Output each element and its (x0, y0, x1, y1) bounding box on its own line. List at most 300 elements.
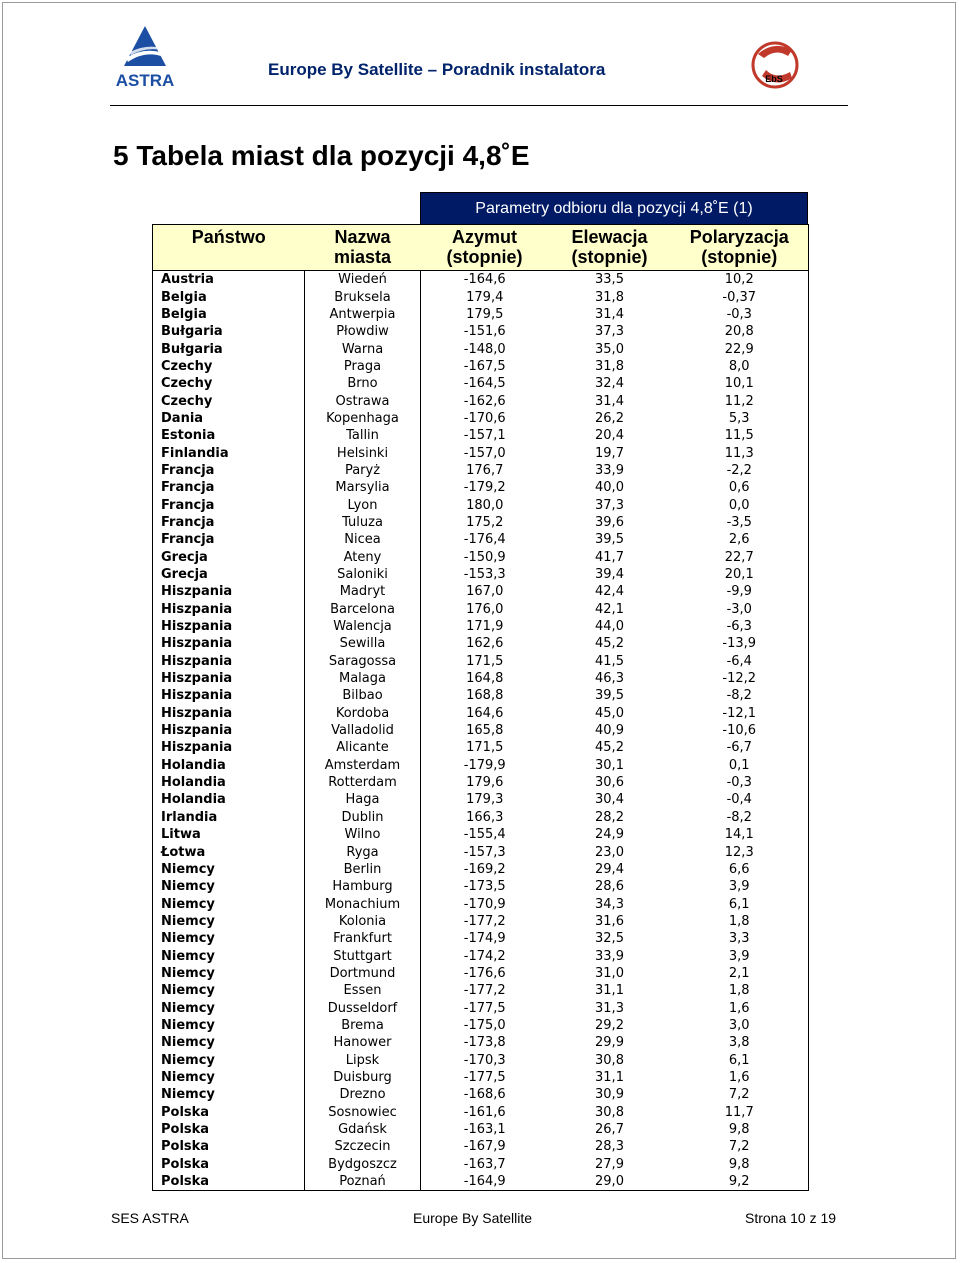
azimuth-cell: -174,9 (463, 931, 506, 947)
elevation-cell: 31,8 (595, 358, 624, 374)
country-cell: Polska (153, 1121, 305, 1138)
elevation-cell: 30,8 (595, 1104, 624, 1120)
city-cell: Ateny (305, 549, 421, 566)
country-cell: Hiszpania (153, 670, 305, 687)
table-row (153, 653, 809, 670)
elevation-cell: 31,1 (595, 1069, 624, 1085)
polarization-cell: -3,5 (671, 514, 809, 531)
city-cell: Ryga (305, 843, 421, 860)
table-row (153, 826, 809, 843)
city-cell: Saragossa (305, 653, 421, 670)
elevation-cell: 30,4 (595, 792, 624, 808)
polarization-cell: 22,9 (671, 340, 809, 357)
polarization-cell: -13,9 (671, 635, 809, 652)
elevation-cell: 27,9 (595, 1156, 624, 1172)
table-row (153, 1051, 809, 1068)
azimuth-cell: -148,0 (463, 341, 506, 357)
table-row (153, 791, 809, 808)
polarization-cell: 11,3 (671, 444, 809, 461)
elevation-cell: 40,9 (595, 723, 624, 739)
country-cell: Polska (153, 1173, 305, 1191)
azimuth-cell: 171,9 (466, 619, 504, 635)
country-cell: Niemcy (153, 861, 305, 878)
city-cell: Alicante (305, 739, 421, 756)
city-cell: Bydgoszcz (305, 1156, 421, 1173)
polarization-cell: -2,2 (671, 462, 809, 479)
table-row (153, 1121, 809, 1138)
city-cell: Amsterdam (305, 757, 421, 774)
azimuth-cell: -177,2 (463, 913, 506, 929)
city-cell: Haga (305, 791, 421, 808)
polarization-cell: 9,2 (671, 1173, 809, 1191)
elevation-cell: 31,3 (595, 1000, 624, 1016)
table-row (153, 410, 809, 427)
elevation-cell: 42,1 (595, 601, 624, 617)
elevation-cell: 40,0 (595, 480, 624, 496)
azimuth-cell: -173,8 (463, 1035, 506, 1051)
table-row (153, 965, 809, 982)
city-cell: Antwerpia (305, 306, 421, 323)
city-cell: Gdańsk (305, 1121, 421, 1138)
elevation-cell: 31,8 (595, 289, 624, 305)
elevation-cell: 23,0 (595, 844, 624, 860)
azimuth-cell: 165,8 (466, 723, 504, 739)
city-cell: Kopenhaga (305, 410, 421, 427)
polarization-cell: 0,0 (671, 496, 809, 513)
table-row (153, 1017, 809, 1034)
table-row (153, 1086, 809, 1103)
polarization-cell: -0,37 (671, 288, 809, 305)
column-header-polarization: Polaryzacja (stopnie) (671, 225, 809, 271)
azimuth-cell: -167,9 (463, 1139, 506, 1155)
country-cell: Niemcy (153, 1086, 305, 1103)
country-cell: Polska (153, 1104, 305, 1121)
azimuth-cell: -163,1 (463, 1122, 506, 1138)
table-row (153, 861, 809, 878)
country-cell: Bułgaria (153, 340, 305, 357)
polarization-cell: -9,9 (671, 583, 809, 600)
city-cell: Płowdiw (305, 323, 421, 340)
city-cell: Brno (305, 375, 421, 392)
azimuth-cell: -177,5 (463, 1069, 506, 1085)
table-row (153, 566, 809, 583)
polarization-cell: 3,9 (671, 947, 809, 964)
city-cell: Szczecin (305, 1138, 421, 1155)
elevation-cell: 41,5 (595, 653, 624, 669)
elevation-cell: 35,0 (595, 341, 624, 357)
column-header-azimuth: Azymut (stopnie) (421, 225, 549, 271)
elevation-cell: 46,3 (595, 671, 624, 687)
elevation-cell: 29,2 (595, 1017, 624, 1033)
table-row (153, 375, 809, 392)
country-cell: Hiszpania (153, 635, 305, 652)
elevation-cell: 33,9 (595, 462, 624, 478)
country-cell: Bułgaria (153, 323, 305, 340)
country-cell: Czechy (153, 375, 305, 392)
elevation-cell: 39,4 (595, 567, 624, 583)
country-cell: Estonia (153, 427, 305, 444)
azimuth-cell: -173,5 (463, 879, 506, 895)
city-cell: Bruksela (305, 288, 421, 305)
polarization-cell: 11,7 (671, 1104, 809, 1121)
country-cell: Niemcy (153, 878, 305, 895)
country-cell: Finlandia (153, 444, 305, 461)
table-row (153, 895, 809, 912)
elevation-cell: 33,9 (595, 948, 624, 964)
country-cell: Niemcy (153, 1069, 305, 1086)
polarization-cell: 7,2 (671, 1138, 809, 1155)
city-cell: Essen (305, 982, 421, 999)
country-cell: Irlandia (153, 809, 305, 826)
polarization-cell: -10,6 (671, 722, 809, 739)
table-row (153, 271, 809, 289)
azimuth-cell: -167,5 (463, 358, 506, 374)
polarization-cell: -0,4 (671, 791, 809, 808)
country-cell: Niemcy (153, 1051, 305, 1068)
table-row (153, 687, 809, 704)
column-header-elevation: Elewacja (stopnie) (549, 225, 671, 271)
elevation-cell: 37,3 (595, 324, 624, 340)
polarization-cell: 5,3 (671, 410, 809, 427)
city-cell: Sosnowiec (305, 1104, 421, 1121)
elevation-cell: 31,4 (595, 306, 624, 322)
polarization-cell: 2,6 (671, 531, 809, 548)
polarization-cell: 1,8 (671, 913, 809, 930)
table-row (153, 739, 809, 756)
city-cell: Frankfurt (305, 930, 421, 947)
polarization-cell: 12,3 (671, 843, 809, 860)
polarization-cell: -0,3 (671, 306, 809, 323)
table-row (153, 358, 809, 375)
azimuth-cell: -169,2 (463, 861, 506, 877)
city-cell: Valladolid (305, 722, 421, 739)
city-cell: Bilbao (305, 687, 421, 704)
country-cell: Hiszpania (153, 583, 305, 600)
polarization-cell: -6,7 (671, 739, 809, 756)
polarization-cell: 6,1 (671, 1051, 809, 1068)
country-cell: Niemcy (153, 982, 305, 999)
footer-page-number: Strona 10 z 19 (745, 1210, 837, 1226)
azimuth-cell: -157,1 (463, 428, 506, 444)
polarization-cell: 1,6 (671, 1069, 809, 1086)
azimuth-cell: -163,7 (463, 1156, 506, 1172)
azimuth-cell: 166,3 (466, 809, 504, 825)
table-row (153, 1069, 809, 1086)
azimuth-cell: -177,5 (463, 1000, 506, 1016)
elevation-cell: 20,4 (595, 428, 624, 444)
azimuth-cell: -164,6 (463, 272, 506, 288)
elevation-cell: 29,0 (549, 1173, 671, 1191)
city-cell: Barcelona (305, 601, 421, 618)
section-title: 5 Tabela miast dla pozycji 4,8˚E (113, 140, 530, 171)
elevation-cell: 45,0 (595, 705, 624, 721)
city-cell: Monachium (305, 895, 421, 912)
azimuth-cell: -176,4 (463, 532, 506, 548)
azimuth-cell: 168,8 (466, 688, 504, 704)
table-row (153, 514, 809, 531)
country-cell: Francja (153, 514, 305, 531)
country-cell: Niemcy (153, 913, 305, 930)
table-row (153, 930, 809, 947)
polarization-cell: 11,2 (671, 392, 809, 409)
city-cell: Kordoba (305, 705, 421, 722)
city-cell: Drezno (305, 1086, 421, 1103)
country-cell: Belgia (153, 306, 305, 323)
polarization-cell: -6,3 (671, 618, 809, 635)
footer-left: SES ASTRA (111, 1210, 189, 1226)
table-header-row (153, 225, 809, 271)
country-cell: Hiszpania (153, 705, 305, 722)
azimuth-cell: 164,8 (466, 671, 504, 687)
city-cell: Stuttgart (305, 947, 421, 964)
elevation-cell: 28,2 (595, 809, 624, 825)
polarization-cell: 2,1 (671, 965, 809, 982)
polarization-cell: 0,6 (671, 479, 809, 496)
country-cell: Czechy (153, 392, 305, 409)
table-row (153, 427, 809, 444)
country-cell: Holandia (153, 757, 305, 774)
city-cell: Wiedeń (305, 271, 421, 289)
polarization-cell: 3,0 (671, 1017, 809, 1034)
azimuth-cell: -174,2 (463, 948, 506, 964)
elevation-cell: 28,6 (595, 879, 624, 895)
country-cell: Niemcy (153, 930, 305, 947)
table-row (153, 999, 809, 1016)
table-row (153, 618, 809, 635)
country-cell: Francja (153, 462, 305, 479)
column-header-city: Nazwa miasta (305, 225, 421, 271)
azimuth-cell: -177,2 (463, 983, 506, 999)
elevation-cell: 31,0 (595, 965, 624, 981)
elevation-cell: 37,3 (595, 497, 624, 513)
polarization-cell: -6,4 (671, 653, 809, 670)
elevation-cell: 26,7 (595, 1122, 624, 1138)
table-row (153, 392, 809, 409)
country-cell: Austria (153, 271, 305, 289)
azimuth-cell: 164,6 (466, 705, 504, 721)
table-row (153, 531, 809, 548)
city-cell: Tuluza (305, 514, 421, 531)
city-cell: Nicea (305, 531, 421, 548)
polarization-cell: 1,8 (671, 982, 809, 999)
city-table-container (152, 192, 808, 1191)
table-row (153, 774, 809, 791)
column-header-country: Państwo (153, 225, 305, 271)
city-cell: Berlin (305, 861, 421, 878)
country-cell: Niemcy (153, 1017, 305, 1034)
azimuth-cell: 179,5 (466, 306, 504, 322)
country-cell: Hiszpania (153, 739, 305, 756)
polarization-cell: 20,1 (671, 566, 809, 583)
elevation-cell: 45,2 (595, 740, 624, 756)
country-cell: Niemcy (153, 947, 305, 964)
footer-center: Europe By Satellite (413, 1210, 533, 1226)
azimuth-cell: -179,2 (463, 480, 506, 496)
country-cell: Grecja (153, 566, 305, 583)
city-cell: Marsylia (305, 479, 421, 496)
country-cell: Łotwa (153, 843, 305, 860)
city-cell: Brema (305, 1017, 421, 1034)
elevation-cell: 30,9 (595, 1087, 624, 1103)
city-cell: Dusseldorf (305, 999, 421, 1016)
polarization-cell: 3,8 (671, 1034, 809, 1051)
country-cell: Czechy (153, 358, 305, 375)
azimuth-cell: -153,3 (463, 567, 506, 583)
country-cell: Hiszpania (153, 601, 305, 618)
city-cell: Warna (305, 340, 421, 357)
city-cell: Tallin (305, 427, 421, 444)
table-row (153, 1034, 809, 1051)
polarization-cell: -0,3 (671, 774, 809, 791)
country-cell: Polska (153, 1156, 305, 1173)
elevation-cell: 32,5 (595, 931, 624, 947)
elevation-cell: 26,2 (595, 410, 624, 426)
polarization-cell: 6,6 (671, 861, 809, 878)
azimuth-cell: -179,9 (463, 757, 506, 773)
azimuth-cell: 167,0 (466, 584, 504, 600)
city-cell: Paryż (305, 462, 421, 479)
city-cell: Walencja (305, 618, 421, 635)
city-cell: Hamburg (305, 878, 421, 895)
city-cell: Poznań (305, 1173, 421, 1191)
elevation-cell: 33,5 (595, 272, 624, 288)
polarization-cell: 1,6 (671, 999, 809, 1016)
azimuth-cell: -170,3 (463, 1052, 506, 1068)
azimuth-cell: 175,2 (466, 514, 504, 530)
table-row (153, 1156, 809, 1173)
polarization-cell: -12,1 (671, 705, 809, 722)
polarization-cell: 0,1 (671, 757, 809, 774)
elevation-cell: 29,4 (595, 861, 624, 877)
table-row (153, 306, 809, 323)
country-cell: Niemcy (153, 1034, 305, 1051)
city-table (152, 224, 809, 1191)
city-cell: Duisburg (305, 1069, 421, 1086)
header-divider (110, 105, 848, 106)
azimuth-cell: -170,6 (463, 410, 506, 426)
table-row (153, 462, 809, 479)
elevation-cell: 19,7 (595, 445, 624, 461)
azimuth-cell: -164,9 (421, 1173, 549, 1191)
polarization-cell: 22,7 (671, 549, 809, 566)
country-cell: Francja (153, 479, 305, 496)
city-cell: Wilno (305, 826, 421, 843)
country-cell: Hiszpania (153, 653, 305, 670)
azimuth-cell: 176,0 (466, 601, 504, 617)
elevation-cell: 39,5 (595, 688, 624, 704)
table-row (153, 340, 809, 357)
elevation-cell: 32,4 (595, 376, 624, 392)
city-cell: Malaga (305, 670, 421, 687)
polarization-cell: 7,2 (671, 1086, 809, 1103)
polarization-cell: -12,2 (671, 670, 809, 687)
city-cell: Saloniki (305, 566, 421, 583)
ebs-logo (748, 36, 804, 94)
elevation-cell: 45,2 (595, 636, 624, 652)
azimuth-cell: -155,4 (463, 827, 506, 843)
polarization-cell: -8,2 (671, 687, 809, 704)
azimuth-cell: 180,0 (466, 497, 504, 513)
table-row (153, 809, 809, 826)
polarization-cell: -8,2 (671, 809, 809, 826)
country-cell: Hiszpania (153, 687, 305, 704)
table-row (153, 878, 809, 895)
azimuth-cell: -157,3 (463, 844, 506, 860)
azimuth-cell: 162,6 (466, 636, 504, 652)
polarization-cell: 3,3 (671, 930, 809, 947)
country-cell: Hiszpania (153, 618, 305, 635)
polarization-cell: -3,0 (671, 601, 809, 618)
elevation-cell: 44,0 (595, 619, 624, 635)
table-row (153, 479, 809, 496)
country-cell: Niemcy (153, 895, 305, 912)
azimuth-cell: -161,6 (463, 1104, 506, 1120)
table-row (153, 635, 809, 652)
elevation-cell: 29,9 (595, 1035, 624, 1051)
polarization-cell: 8,0 (671, 358, 809, 375)
polarization-cell: 10,2 (671, 271, 809, 289)
table-row (153, 496, 809, 513)
table-row (153, 323, 809, 340)
polarization-cell: 14,1 (671, 826, 809, 843)
elevation-cell: 42,4 (595, 584, 624, 600)
country-cell: Dania (153, 410, 305, 427)
table-row (153, 843, 809, 860)
table-row (153, 601, 809, 618)
elevation-cell: 24,9 (595, 827, 624, 843)
polarization-cell: 3,9 (671, 878, 809, 895)
table-row (153, 913, 809, 930)
polarization-cell: 10,1 (671, 375, 809, 392)
city-cell: Ostrawa (305, 392, 421, 409)
table-row (153, 288, 809, 305)
table-row (153, 757, 809, 774)
azimuth-cell: -150,9 (463, 549, 506, 565)
table-row (153, 1173, 809, 1191)
azimuth-cell: 171,5 (466, 653, 504, 669)
elevation-cell: 30,8 (595, 1052, 624, 1068)
table-row (153, 583, 809, 600)
header-title: Europe By Satellite – Poradnik instalatora (268, 60, 606, 79)
azimuth-cell: -168,6 (463, 1087, 506, 1103)
elevation-cell: 31,1 (595, 983, 624, 999)
country-cell: Francja (153, 496, 305, 513)
polarization-cell: 9,8 (671, 1156, 809, 1173)
elevation-cell: 30,6 (595, 775, 624, 791)
table-row (153, 670, 809, 687)
azimuth-cell: -164,5 (463, 376, 506, 392)
azimuth-cell: -176,6 (463, 965, 506, 981)
ebs-logo-text: EbS (765, 74, 783, 84)
country-cell: Hiszpania (153, 722, 305, 739)
polarization-cell: 20,8 (671, 323, 809, 340)
polarization-cell: 9,8 (671, 1121, 809, 1138)
elevation-cell: 39,5 (595, 532, 624, 548)
azimuth-cell: 179,3 (466, 792, 504, 808)
table-body (153, 271, 809, 1191)
azimuth-cell: 179,6 (466, 775, 504, 791)
city-cell: Lipsk (305, 1051, 421, 1068)
azimuth-cell: 176,7 (466, 462, 504, 478)
azimuth-cell: -170,9 (463, 896, 506, 912)
astra-logo (110, 24, 180, 90)
elevation-cell: 41,7 (595, 549, 624, 565)
elevation-cell: 34,3 (595, 896, 624, 912)
elevation-cell: 30,1 (595, 757, 624, 773)
polarization-cell: 6,1 (671, 895, 809, 912)
city-cell: Sewilla (305, 635, 421, 652)
elevation-cell: 28,3 (595, 1139, 624, 1155)
